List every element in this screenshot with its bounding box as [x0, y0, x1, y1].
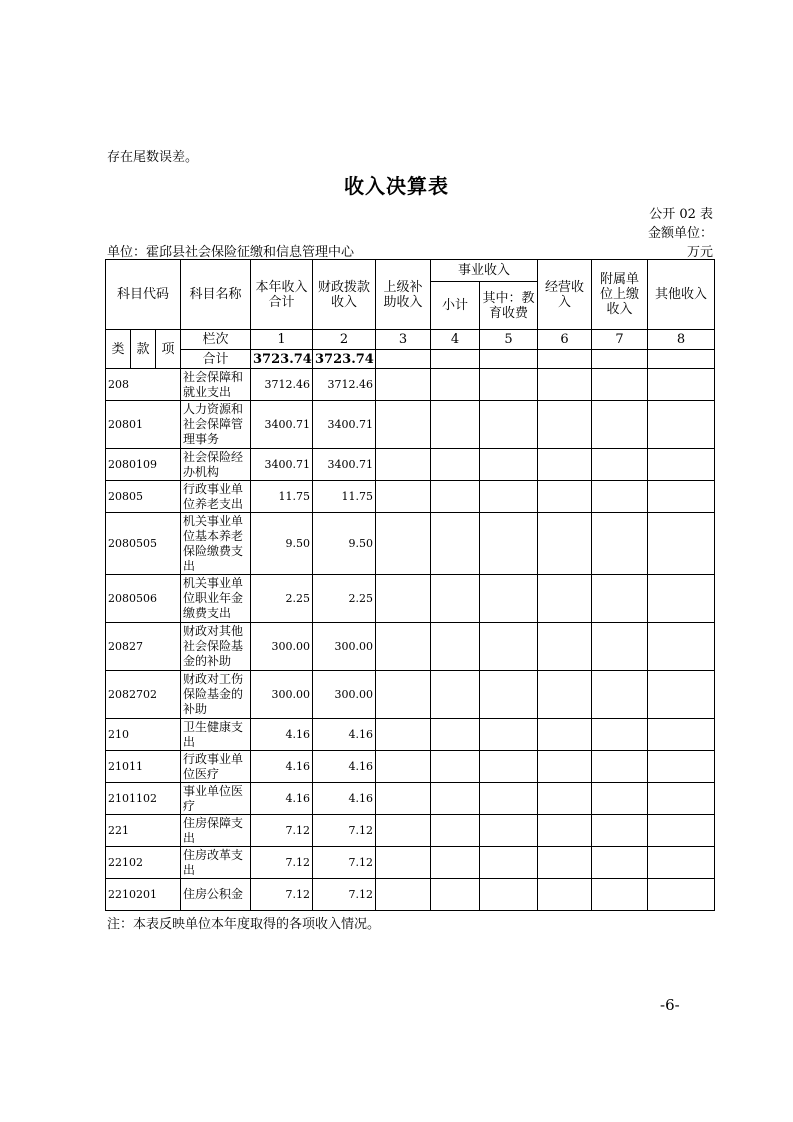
row-col6	[538, 623, 592, 671]
row-col2: 300.00	[313, 671, 376, 719]
row-col6	[538, 751, 592, 783]
row-col2: 11.75	[313, 481, 376, 513]
table-row	[106, 369, 715, 401]
row-code: 208	[106, 369, 181, 401]
row-col7	[592, 481, 648, 513]
row-name: 事业单位医疗	[181, 783, 251, 815]
column-number-row	[106, 330, 715, 350]
row-col1: 7.12	[251, 879, 313, 911]
row-col3	[376, 751, 431, 783]
row-col5	[480, 783, 538, 815]
row-col5	[480, 879, 538, 911]
row-col4	[431, 575, 480, 623]
header-col4: 小计	[431, 282, 480, 330]
row-col6	[538, 449, 592, 481]
row-col7	[592, 719, 648, 751]
row-name: 行政事业单位医疗	[181, 751, 251, 783]
row-col6	[538, 879, 592, 911]
row-col2: 7.12	[313, 847, 376, 879]
row-name: 社会保障和就业支出	[181, 369, 251, 401]
row-col2: 7.12	[313, 815, 376, 847]
header-col8: 其他收入	[648, 260, 715, 330]
row-col4	[431, 481, 480, 513]
column-number: 8	[648, 330, 715, 350]
income-table	[105, 259, 715, 911]
header-kuan: 款	[131, 330, 156, 369]
row-col3	[376, 481, 431, 513]
row-col1: 7.12	[251, 847, 313, 879]
table-row	[106, 623, 715, 671]
row-col2: 3712.46	[313, 369, 376, 401]
row-col3	[376, 847, 431, 879]
table-row	[106, 847, 715, 879]
row-col1: 3712.46	[251, 369, 313, 401]
row-code: 2080109	[106, 449, 181, 481]
row-col3	[376, 575, 431, 623]
row-col4	[431, 671, 480, 719]
row-col7	[592, 575, 648, 623]
row-col8	[648, 369, 715, 401]
row-code: 2082702	[106, 671, 181, 719]
total-row	[106, 350, 715, 369]
row-col7	[592, 847, 648, 879]
row-name: 财政对其他社会保险基金的补助	[181, 623, 251, 671]
row-code: 221	[106, 815, 181, 847]
row-col8	[648, 879, 715, 911]
total-col1: 3723.74	[251, 350, 313, 369]
row-col6	[538, 847, 592, 879]
row-col8	[648, 513, 715, 575]
row-name: 机关事业单位基本养老保险缴费支出	[181, 513, 251, 575]
row-col8	[648, 751, 715, 783]
row-code: 210	[106, 719, 181, 751]
row-col2: 2.25	[313, 575, 376, 623]
row-col5	[480, 449, 538, 481]
row-col3	[376, 815, 431, 847]
page-title: 收入决算表	[344, 174, 449, 198]
row-col5	[480, 671, 538, 719]
column-number: 4	[431, 330, 480, 350]
row-col7	[592, 751, 648, 783]
row-col8	[648, 481, 715, 513]
header-col6: 经营收入	[538, 260, 592, 330]
row-col4	[431, 623, 480, 671]
row-col4	[431, 449, 480, 481]
row-col2: 3400.71	[313, 449, 376, 481]
row-col8	[648, 671, 715, 719]
row-name: 财政对工伤保险基金的补助	[181, 671, 251, 719]
row-col5	[480, 513, 538, 575]
row-col6	[538, 401, 592, 449]
column-number: 6	[538, 330, 592, 350]
unit-value: 万元	[686, 245, 713, 260]
row-col4	[431, 751, 480, 783]
column-number: 5	[480, 330, 538, 350]
row-col6	[538, 671, 592, 719]
table-row	[106, 401, 715, 449]
row-col5	[480, 623, 538, 671]
header-lei: 类	[106, 330, 131, 369]
row-code: 2080506	[106, 575, 181, 623]
row-col7	[592, 623, 648, 671]
header-col7: 附属单位上缴收入	[592, 260, 648, 330]
row-col4	[431, 401, 480, 449]
row-col5	[480, 751, 538, 783]
row-col6	[538, 481, 592, 513]
column-number-label: 栏次	[181, 330, 251, 350]
row-code: 2210201	[106, 879, 181, 911]
header-row	[106, 260, 715, 282]
row-col3	[376, 719, 431, 751]
table-row	[106, 449, 715, 481]
row-col1: 4.16	[251, 719, 313, 751]
row-col4	[431, 815, 480, 847]
row-col6	[538, 575, 592, 623]
total-col3	[376, 350, 431, 369]
row-col2: 4.16	[313, 751, 376, 783]
row-name: 行政事业单位养老支出	[181, 481, 251, 513]
row-col6	[538, 815, 592, 847]
row-col8	[648, 575, 715, 623]
header-name: 科目名称	[181, 260, 251, 330]
row-name: 住房改革支出	[181, 847, 251, 879]
header-col2: 财政拨款收入	[313, 260, 376, 330]
row-name: 住房公积金	[181, 879, 251, 911]
table-row	[106, 783, 715, 815]
table-row	[106, 815, 715, 847]
row-col3	[376, 671, 431, 719]
row-code: 2080505	[106, 513, 181, 575]
row-col7	[592, 815, 648, 847]
row-col8	[648, 449, 715, 481]
table-row	[106, 719, 715, 751]
row-code: 2101102	[106, 783, 181, 815]
row-col1: 300.00	[251, 623, 313, 671]
row-col6	[538, 513, 592, 575]
top-note: 存在尾数误差。	[107, 150, 199, 165]
column-number: 7	[592, 330, 648, 350]
header-code: 科目代码	[106, 260, 181, 330]
row-col5	[480, 847, 538, 879]
row-col6	[538, 719, 592, 751]
header-col5: 其中：教育收费	[480, 282, 538, 330]
row-col2: 4.16	[313, 783, 376, 815]
total-col8	[648, 350, 715, 369]
row-name: 住房保障支出	[181, 815, 251, 847]
row-name: 卫生健康支出	[181, 719, 251, 751]
total-label: 合计	[181, 350, 251, 369]
row-col4	[431, 513, 480, 575]
column-number: 1	[251, 330, 313, 350]
table-row	[106, 879, 715, 911]
row-col1: 300.00	[251, 671, 313, 719]
row-col4	[431, 719, 480, 751]
header-xiang: 项	[156, 330, 181, 369]
row-col8	[648, 847, 715, 879]
total-col7	[592, 350, 648, 369]
row-col1: 4.16	[251, 783, 313, 815]
column-number: 2	[313, 330, 376, 350]
column-number: 3	[376, 330, 431, 350]
row-col5	[480, 481, 538, 513]
row-col1: 2.25	[251, 575, 313, 623]
unit-name: 单位：霍邱县社会保险征缴和信息管理中心	[107, 245, 355, 260]
row-code: 21011	[106, 751, 181, 783]
amount-unit-label: 金额单位：	[647, 226, 713, 241]
row-col7	[592, 369, 648, 401]
row-col1: 4.16	[251, 751, 313, 783]
footnote: 注：本表反映单位本年度取得的各项收入情况。	[107, 917, 381, 932]
page-number: -6-	[660, 996, 680, 1014]
row-col4	[431, 879, 480, 911]
table-row	[106, 481, 715, 513]
form-code: 公开 02 表	[649, 207, 713, 222]
row-col3	[376, 449, 431, 481]
total-col2: 3723.74	[313, 350, 376, 369]
row-col5	[480, 401, 538, 449]
row-col8	[648, 719, 715, 751]
row-col7	[592, 783, 648, 815]
row-col5	[480, 369, 538, 401]
row-col4	[431, 783, 480, 815]
row-col2: 300.00	[313, 623, 376, 671]
total-col6	[538, 350, 592, 369]
row-col3	[376, 401, 431, 449]
row-code: 22102	[106, 847, 181, 879]
row-col2: 4.16	[313, 719, 376, 751]
row-code: 20805	[106, 481, 181, 513]
row-col6	[538, 783, 592, 815]
header-business-income: 事业收入	[431, 260, 538, 282]
row-col3	[376, 369, 431, 401]
row-col4	[431, 369, 480, 401]
row-code: 20801	[106, 401, 181, 449]
row-col1: 11.75	[251, 481, 313, 513]
row-col1: 3400.71	[251, 401, 313, 449]
row-col8	[648, 783, 715, 815]
row-col3	[376, 623, 431, 671]
row-col4	[431, 847, 480, 879]
row-col3	[376, 879, 431, 911]
row-col3	[376, 783, 431, 815]
row-col8	[648, 815, 715, 847]
total-col5	[480, 350, 538, 369]
row-col5	[480, 719, 538, 751]
header-col3: 上级补助收入	[376, 260, 431, 330]
row-col5	[480, 575, 538, 623]
table-row	[106, 671, 715, 719]
row-col2: 7.12	[313, 879, 376, 911]
row-col1: 7.12	[251, 815, 313, 847]
row-col8	[648, 623, 715, 671]
row-col3	[376, 513, 431, 575]
row-col6	[538, 369, 592, 401]
row-col7	[592, 401, 648, 449]
table-row	[106, 751, 715, 783]
header-col1: 本年收入合计	[251, 260, 313, 330]
row-col2: 9.50	[313, 513, 376, 575]
row-col7	[592, 671, 648, 719]
row-col1: 9.50	[251, 513, 313, 575]
row-col1: 3400.71	[251, 449, 313, 481]
row-col7	[592, 449, 648, 481]
row-col7	[592, 513, 648, 575]
table-row	[106, 575, 715, 623]
total-col4	[431, 350, 480, 369]
row-col5	[480, 815, 538, 847]
table-row	[106, 513, 715, 575]
row-name: 机关事业单位职业年金缴费支出	[181, 575, 251, 623]
row-col7	[592, 879, 648, 911]
row-code: 20827	[106, 623, 181, 671]
row-name: 人力资源和社会保障管理事务	[181, 401, 251, 449]
row-name: 社会保险经办机构	[181, 449, 251, 481]
row-col2: 3400.71	[313, 401, 376, 449]
row-col8	[648, 401, 715, 449]
